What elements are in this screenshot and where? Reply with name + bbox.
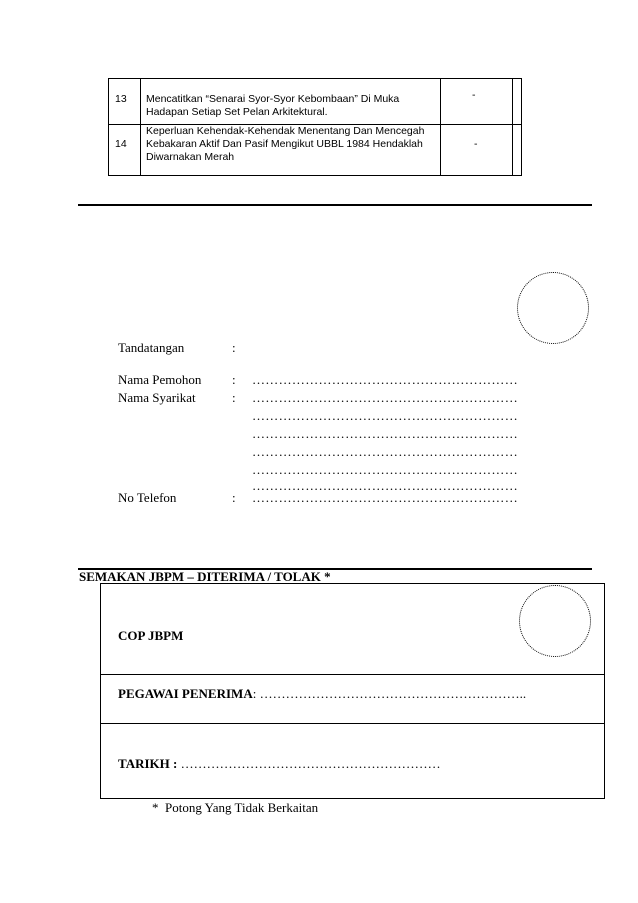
column-divider bbox=[512, 79, 513, 175]
nama-pemohon-label: Nama Pemohon bbox=[118, 372, 202, 387]
nama-syarikat-label: Nama Syarikat bbox=[118, 390, 196, 405]
footnote bbox=[152, 800, 318, 816]
stamp-circle bbox=[519, 585, 591, 657]
colon: : bbox=[232, 340, 236, 355]
semakan-heading: SEMAKAN JBPM – DITERIMA / TOLAK * bbox=[79, 569, 331, 584]
footnote-text: Potong Yang Tidak Berkaitan bbox=[165, 800, 319, 815]
tandatangan-label: Tandatangan bbox=[118, 340, 185, 355]
row-number: 14 bbox=[115, 138, 127, 150]
tarikh-row bbox=[118, 756, 441, 772]
nama-syarikat-field[interactable]: …………………………………………………… bbox=[252, 444, 518, 459]
colon: : bbox=[232, 372, 236, 387]
cop-jbpm-label: COP JBPM bbox=[118, 628, 184, 643]
row-mark: - bbox=[472, 89, 476, 101]
nama-pemohon-field[interactable]: …………………………………………………… bbox=[252, 372, 518, 387]
row-mark: - bbox=[474, 138, 478, 150]
no-telefon-field[interactable]: …………………………………………………… bbox=[252, 490, 518, 505]
tarikh-label: TARIKH : bbox=[118, 756, 178, 771]
asterisk: * bbox=[152, 800, 159, 815]
row-text: Keperluan Kehendak-Kehendak Menentang Dan Mencegah Kebakaran Aktif Dan Pasif Mengikut UBBL 1984 Hendaklah Diwarnakan Merah bbox=[146, 125, 425, 163]
nama-syarikat-field[interactable]: …………………………………………………… bbox=[252, 390, 518, 405]
section-divider bbox=[78, 204, 592, 206]
pegawai-penerima-row bbox=[118, 686, 526, 702]
nama-syarikat-field[interactable]: …………………………………………………… bbox=[252, 462, 518, 477]
row-number: 13 bbox=[115, 93, 127, 105]
row-text: Mencatitkan “Senarai Syor-Syor Kebombaan” Di Muka Hadapan Setiap Set Pelan Arkitektural. bbox=[146, 93, 400, 118]
colon: : bbox=[232, 390, 236, 405]
nama-syarikat-field[interactable]: …………………………………………………… bbox=[252, 408, 518, 423]
tarikh-field[interactable]: …………………………………………………… bbox=[177, 756, 441, 771]
nama-syarikat-field[interactable]: …………………………………………………… bbox=[252, 478, 518, 493]
no-telefon-label: No Telefon bbox=[118, 490, 177, 505]
stamp-circle bbox=[517, 272, 589, 344]
colon: : bbox=[232, 490, 236, 505]
row-divider bbox=[101, 674, 604, 675]
row-divider bbox=[101, 723, 604, 724]
nama-syarikat-field[interactable]: …………………………………………………… bbox=[252, 426, 518, 441]
pegawai-penerima-field[interactable]: : …………………………………………………….. bbox=[252, 686, 527, 701]
column-divider bbox=[140, 79, 141, 175]
pegawai-penerima-label: PEGAWAI PENERIMA bbox=[118, 686, 253, 701]
